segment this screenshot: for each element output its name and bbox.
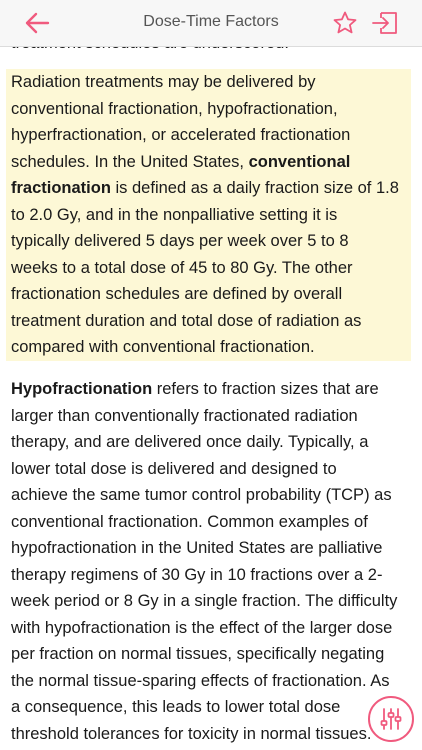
text-line: treatment duration and total dose of radiation as — [11, 311, 362, 330]
bold-term: Hypofractionation — [11, 380, 153, 398]
sliders-icon — [377, 705, 405, 733]
text-line: the normal tissue-sparing effects of fractionation. As — [11, 671, 390, 690]
bold-term: fractionation — [11, 179, 111, 197]
text-line: hyperfractionation, or accelerated fractionation — [11, 126, 351, 144]
paragraph-hypofractionation — [11, 376, 409, 747]
text-line: Radiation treatments may be delivered by — [11, 73, 316, 91]
settings-button[interactable] — [368, 696, 414, 742]
top-bar — [0, 0, 422, 47]
text-line: therapy regimens of 30 Gy in 10 fractions over a 2- — [11, 565, 383, 584]
text-line: a consequence, this leads to lower total dose — [11, 698, 341, 716]
text-line: weeks to a total dose of 45 to 80 Gy. The other — [11, 258, 353, 277]
bookmark-button[interactable] — [330, 8, 360, 38]
text-line: conventional fractionation, hypofractionation, — [11, 99, 338, 118]
text-line: typically delivered 5 days per week over 5 to 8 — [11, 232, 349, 250]
text-line: schedules. In the United States, conventional — [11, 152, 351, 171]
highlighted-paragraph — [6, 69, 411, 361]
text-line: larger than conventionally fractionated radiation — [11, 406, 358, 425]
text-line: Hypofractionation refers to fraction sizes that are — [11, 380, 379, 398]
text-line: per fraction on normal tissues, specifically negating — [11, 645, 385, 663]
page-title: Dose-Time Factors — [143, 13, 279, 30]
text-line: therapy, and are delivered once daily. Typically, a — [11, 433, 369, 451]
text-line: threshold tolerances for toxicity in normal tissues. — [11, 724, 372, 743]
exit-button[interactable] — [370, 8, 400, 38]
text-line: to 2.0 Gy, and in the nonpalliative setting it is — [11, 205, 338, 224]
text-line: lower total dose is delivered and designed to — [11, 459, 337, 478]
text-line: achieve the same tumor control probability (TCP) as — [11, 486, 392, 504]
article-content — [0, 46, 422, 750]
text-line: week period or 8 Gy in a single fraction. The difficulty — [11, 592, 398, 610]
text-line: compared with conventional fractionation. — [11, 338, 315, 356]
exit-icon — [371, 10, 399, 36]
bold-term: conventional — [248, 152, 351, 171]
text-line: hypofractionation in the United States are palliative — [11, 539, 383, 557]
text-line: fractionation schedules are defined by overall — [11, 285, 343, 303]
text-line: fractionation is defined as a daily fraction size of 1.8 — [11, 179, 399, 197]
text-line: with hypofractionation is the effect of the larger dose — [11, 618, 393, 637]
text-line: conventional fractionation. Common examples of — [11, 512, 368, 531]
star-icon — [332, 10, 358, 36]
